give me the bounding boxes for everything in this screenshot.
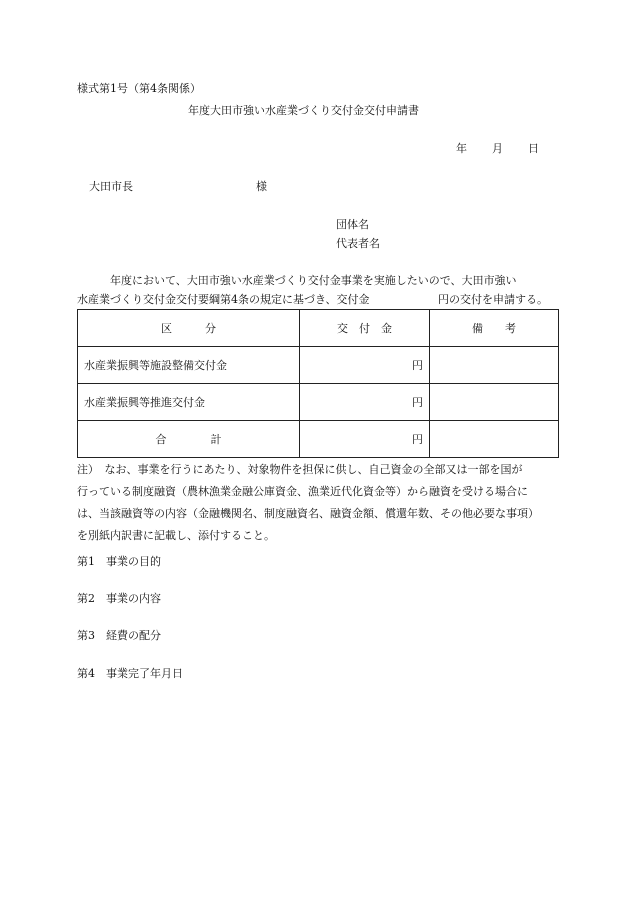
grant-table: [77, 309, 559, 458]
note-line-3: は、当該融資等の内容（金融機関名、制度融資名、融資金額、償還年数、その他必要な事項）: [77, 507, 539, 520]
section-completion-date: 第4 事業完了年月日: [77, 667, 183, 680]
row-remarks-cell: [430, 347, 559, 384]
addressee-honorific: 様: [256, 180, 267, 193]
body-line-1: 年度において、大田市強い水産業づくり交付金事業を実施したいので、大田市強い: [110, 274, 517, 287]
total-remarks-cell: [430, 421, 559, 458]
row-amount-unit: 円: [300, 347, 430, 384]
header-remarks: 備 考: [430, 310, 559, 347]
section-purpose: 第1 事業の目的: [77, 555, 161, 568]
document-title: 年度大田市強い水産業づくり交付金交付申請書: [188, 104, 419, 117]
addressee-name: 大田市長: [89, 180, 133, 193]
row-remarks-cell: [430, 384, 559, 421]
note-line-4: を別紙内訳書に記載し、添付すること。: [77, 529, 275, 542]
note-paragraph: [77, 459, 563, 547]
note-line-2: 行っている制度融資（農林漁業金融公庫資金、漁業近代化資金等）から融資を受ける場合に: [77, 485, 528, 498]
note-line-1: 注） なお、事業を行うにあたり、対象物件を担保に供し、自己資金の全部又は一部を国が: [77, 463, 523, 476]
body-line-2b: 円の交付を申請する。: [438, 293, 548, 306]
section-content: 第2 事業の内容: [77, 592, 161, 605]
header-grant-amount: 交 付 金: [300, 310, 430, 347]
row-label: 水産業振興等推進交付金: [78, 384, 300, 421]
form-number: 様式第1号（第4条関係）: [77, 82, 201, 95]
body-line-2a: 水産業づくり交付金交付要綱第4条の規定に基づき、交付金: [77, 293, 370, 306]
applicant-org-label: 団体名: [336, 218, 369, 231]
header-category: 区 分: [78, 310, 300, 347]
total-amount-unit: 円: [300, 421, 430, 458]
date-day-label: 日: [528, 142, 539, 155]
table-row-total: [78, 421, 559, 458]
table-row: [78, 384, 559, 421]
section-cost-allocation: 第3 経費の配分: [77, 629, 161, 642]
row-amount-unit: 円: [300, 384, 430, 421]
table-header-row: [78, 310, 559, 347]
total-label: 合 計: [78, 421, 300, 458]
date-month-label: 月: [492, 142, 503, 155]
date-year-label: 年: [456, 142, 467, 155]
row-label: 水産業振興等施設整備交付金: [78, 347, 300, 384]
applicant-rep-label: 代表者名: [336, 237, 380, 250]
table-row: [78, 347, 559, 384]
